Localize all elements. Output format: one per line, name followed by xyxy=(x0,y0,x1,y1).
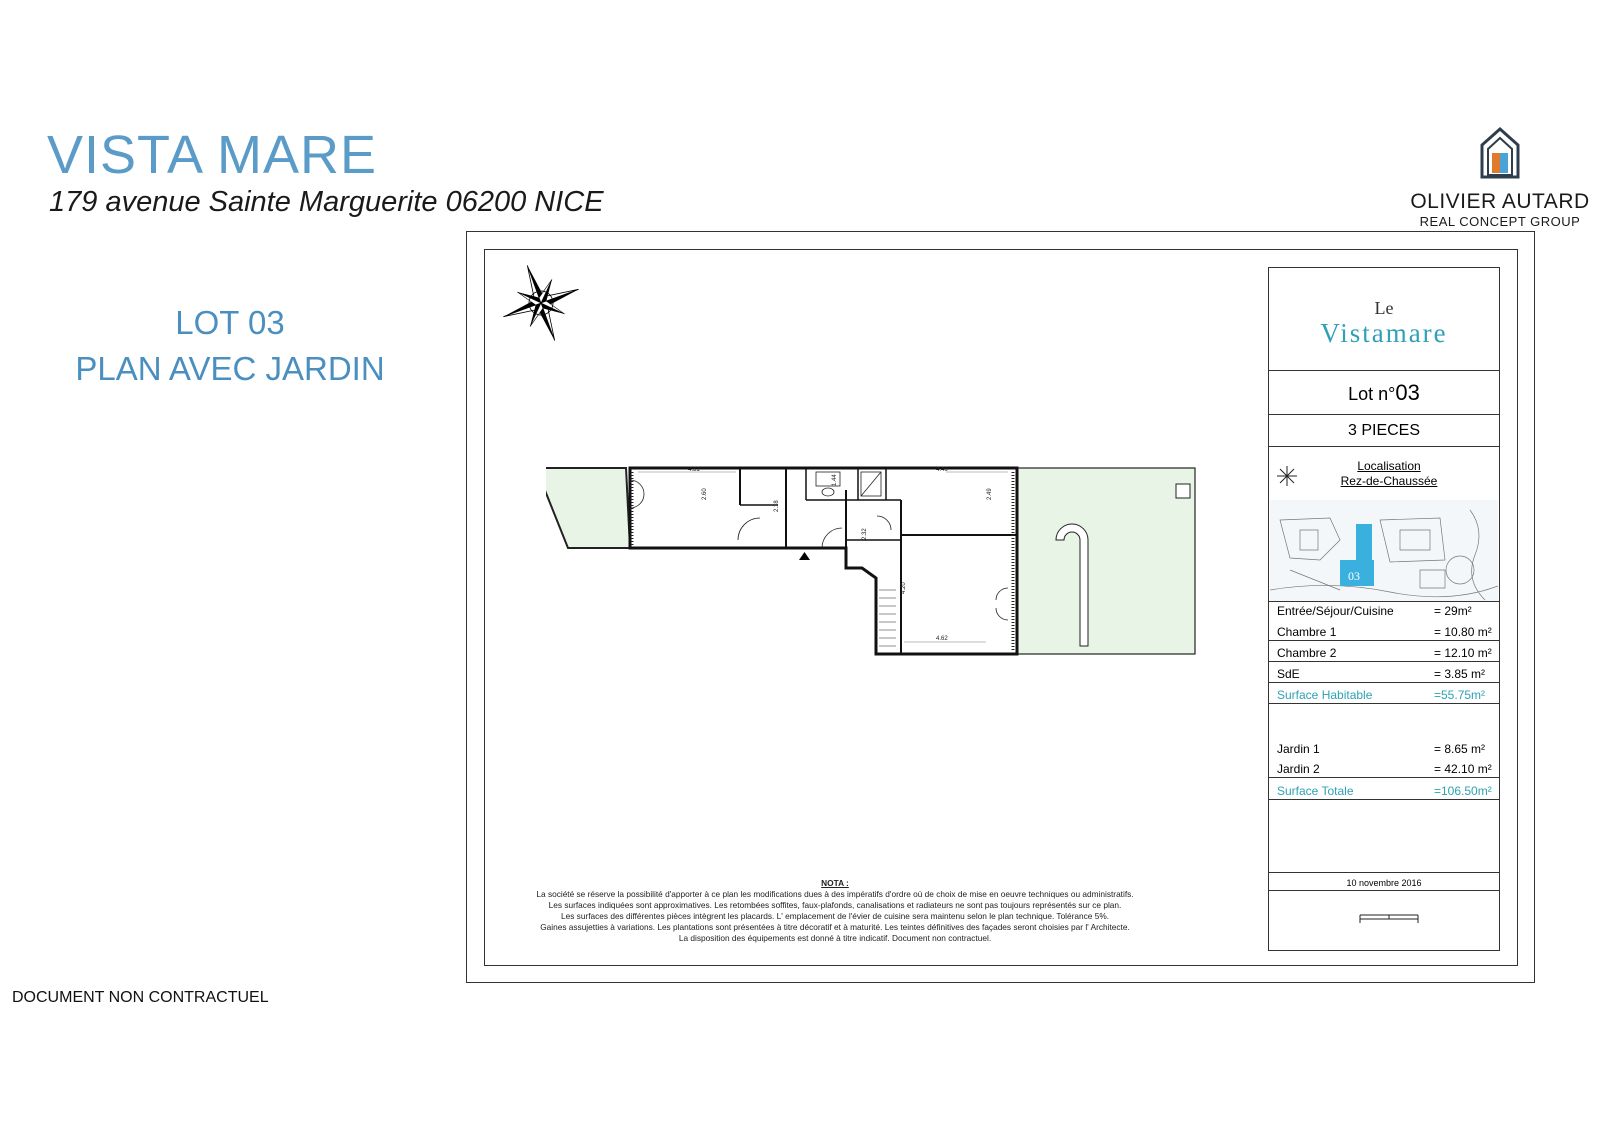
surface-row xyxy=(1277,602,1499,620)
project-title: VISTA MARE xyxy=(47,125,378,185)
surface-row xyxy=(1277,665,1499,683)
lot-heading xyxy=(40,300,420,392)
nota-line: Les surfaces des différentes pièces intègrent les placards. L' emplacement de l'évier de cuisine sera maintenu selon le plan technique. Tolérance 5%. xyxy=(560,911,1109,921)
plan-notes xyxy=(520,878,1150,944)
svg-text:4.62: 4.62 xyxy=(936,636,948,642)
surface-label: SdE xyxy=(1277,667,1300,681)
svg-text:2.60: 2.60 xyxy=(702,488,708,500)
localisation-level: Rez-de-Chaussée xyxy=(1340,474,1438,488)
company-name: OLIVIER AUTARD xyxy=(1410,190,1590,213)
surface-label: Chambre 2 xyxy=(1277,646,1337,660)
garden-label: Jardin 1 xyxy=(1277,742,1320,756)
site-location-map xyxy=(1270,500,1498,602)
total-surface-row xyxy=(1277,782,1499,800)
surface-value: = 10.80 m² xyxy=(1434,625,1492,639)
company-logo xyxy=(1410,125,1590,229)
svg-text:4.20: 4.20 xyxy=(901,582,907,594)
brand-name: Vistamare xyxy=(1320,318,1448,348)
svg-text:2.32: 2.32 xyxy=(862,528,868,540)
garden-value: = 42.10 m² xyxy=(1434,762,1492,776)
surface-value: = 29m² xyxy=(1434,604,1472,618)
rooms-count: 3 PIECES xyxy=(1347,422,1421,439)
lot-number: 03 xyxy=(1395,380,1420,405)
surface-row xyxy=(1277,623,1499,641)
localisation-title: Localisation xyxy=(1357,459,1421,473)
svg-text:4.46: 4.46 xyxy=(936,467,948,473)
apartment-outline xyxy=(630,468,1017,654)
svg-text:1.44: 1.44 xyxy=(832,474,838,486)
svg-text:4.31: 4.31 xyxy=(688,467,700,473)
title-block xyxy=(1268,267,1500,951)
surface-label: Chambre 1 xyxy=(1277,625,1337,639)
svg-text:2.18: 2.18 xyxy=(774,500,780,512)
surface-total-row xyxy=(1277,686,1499,704)
garden-value: =106.50m² xyxy=(1434,784,1492,798)
surface-label: Entrée/Séjour/Cuisine xyxy=(1277,604,1394,618)
nota-line: La société se réserve la possibilité d'apporter à ce plan les modifications dues à des impératifs d'ordre où de choix de mise en oeuvre techniques ou administratifs. xyxy=(536,889,1134,899)
surface-value: = 12.10 m² xyxy=(1434,646,1492,660)
map-lot-label: 03 xyxy=(1348,569,1360,583)
project-address: 179 avenue Sainte Marguerite 06200 NICE xyxy=(49,186,604,218)
house-logo-icon xyxy=(1478,125,1522,181)
surface-value: = 3.85 m² xyxy=(1434,667,1486,681)
garden-value: = 8.65 m² xyxy=(1434,742,1486,756)
garden-label: Surface Totale xyxy=(1277,784,1354,798)
plan-date: 10 novembre 2016 xyxy=(1346,878,1422,888)
surface-label: Surface Habitable xyxy=(1277,688,1373,702)
scale-bar-icon xyxy=(1359,914,1419,924)
garden-1-area xyxy=(546,468,630,548)
nota-line: Les surfaces indiquées sont approximatives. Les retombées soffites, faux-plafonds, canalisations et radiateurs ne sont pas toujours représentés sur ce plan. xyxy=(548,900,1122,910)
surface-row xyxy=(1277,644,1499,662)
lot-prefix: Lot n° xyxy=(1348,384,1396,404)
compass-rose-icon xyxy=(496,258,586,348)
mini-compass-icon xyxy=(1275,464,1299,488)
company-subtitle: REAL CONCEPT GROUP xyxy=(1419,214,1581,229)
garden-2-area xyxy=(1017,468,1195,654)
svg-text:2.49: 2.49 xyxy=(987,488,993,500)
non-contractual-notice: DOCUMENT NON CONTRACTUEL xyxy=(12,989,269,1006)
brand-le: Le xyxy=(1374,298,1394,318)
nota-line: La disposition des équipements est donné à titre indicatif. Document non contractuel. xyxy=(678,933,992,943)
garden-row xyxy=(1277,740,1499,758)
garden-row xyxy=(1277,760,1499,778)
floor-plan xyxy=(546,460,1216,670)
plan-label: PLAN AVEC JARDIN xyxy=(75,350,385,387)
nota-line: Gaines assujetties à variations. Les plantations sont présentées à titre décoratif et à maturité. Les teintes définitives des façades seront choisies par l' Architecte. xyxy=(540,922,1130,932)
lot-number-line xyxy=(1269,380,1499,406)
nota-title: NOTA : xyxy=(821,878,849,888)
surface-value: =55.75m² xyxy=(1434,688,1486,702)
lot-label: LOT 03 xyxy=(175,304,285,341)
garden-label: Jardin 2 xyxy=(1277,762,1320,776)
